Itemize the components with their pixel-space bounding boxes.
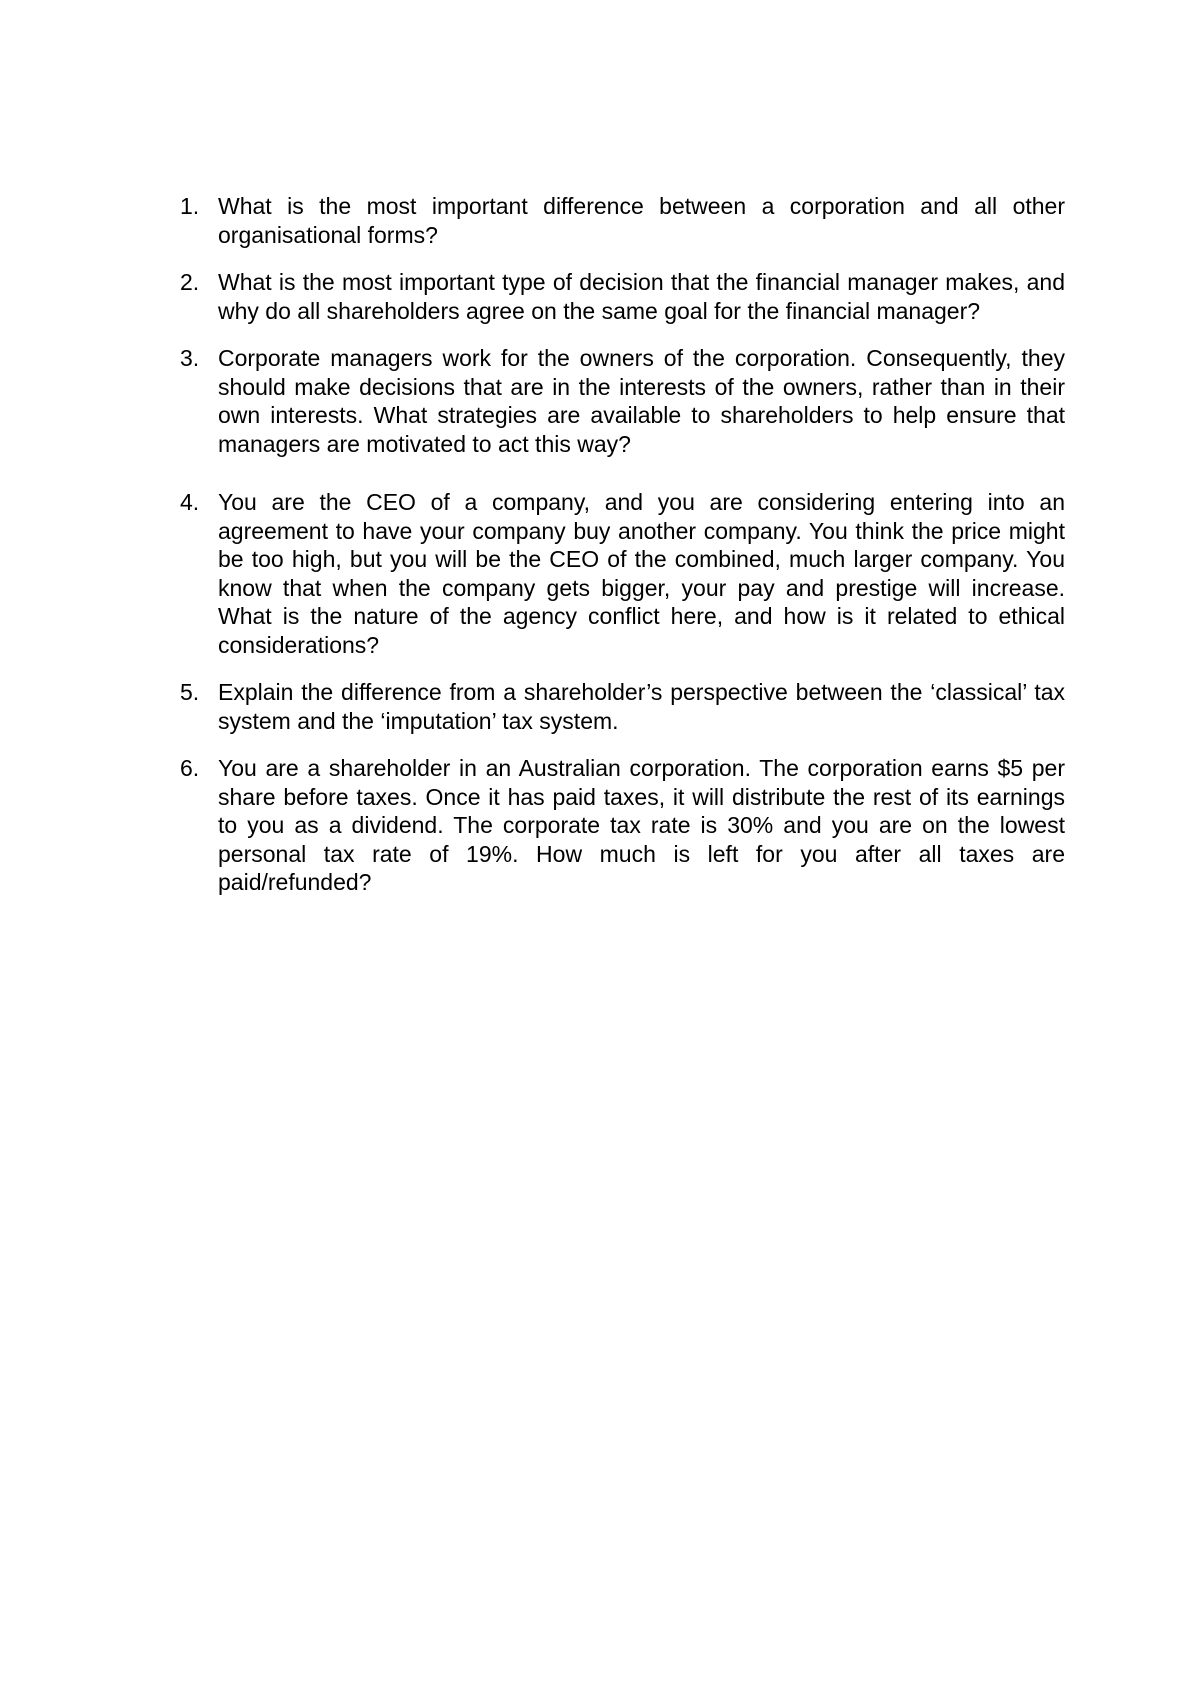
- question-item-5: [180, 678, 1065, 735]
- question-text: You are a shareholder in an Australian corporation. The corporation earns $5 per share before taxes. Once it has paid taxes, it will distribute the rest of its earnings to you as a dividend. The corporate tax rate is 30% and you are on the lowest personal tax rate of 19%. How much is left for you after all taxes are paid/refunded?: [218, 755, 1065, 895]
- question-number: 2.: [180, 269, 200, 295]
- question-item-6: [180, 754, 1065, 897]
- question-item-2: [180, 268, 1065, 325]
- question-text: What is the most important type of decision that the financial manager makes, and why do all shareholders agree on the same goal for the financial manager?: [218, 269, 1065, 324]
- question-text: You are the CEO of a company, and you are considering entering into an agreement to have your company buy another company. You think the price might be too high, but you will be the CEO of the combined, much larger company. You know that when the company gets bigger, your pay and prestige will increase. What is the nature of the agency conflict here, and how is it related to ethical considerations?: [218, 489, 1065, 658]
- question-item-4: [180, 488, 1065, 659]
- question-number: 6.: [180, 755, 200, 781]
- question-item-1: [180, 192, 1065, 249]
- question-text: Explain the difference from a shareholder’s perspective between the ‘classical’ tax system and the ‘imputation’ tax system.: [218, 679, 1065, 734]
- question-text: What is the most important difference between a corporation and all other organisational forms?: [218, 193, 1065, 248]
- question-number: 1.: [180, 193, 200, 219]
- question-list: [180, 192, 1065, 897]
- question-text: Corporate managers work for the owners of the corporation. Consequently, they should make decisions that are in the interests of the owners, rather than in their own interests. What strategies are available to shareholders to help ensure that managers are motivated to act this way?: [218, 345, 1065, 457]
- question-number: 5.: [180, 679, 200, 705]
- question-number: 3.: [180, 345, 200, 371]
- question-number: 4.: [180, 489, 200, 515]
- question-item-3: [180, 344, 1065, 458]
